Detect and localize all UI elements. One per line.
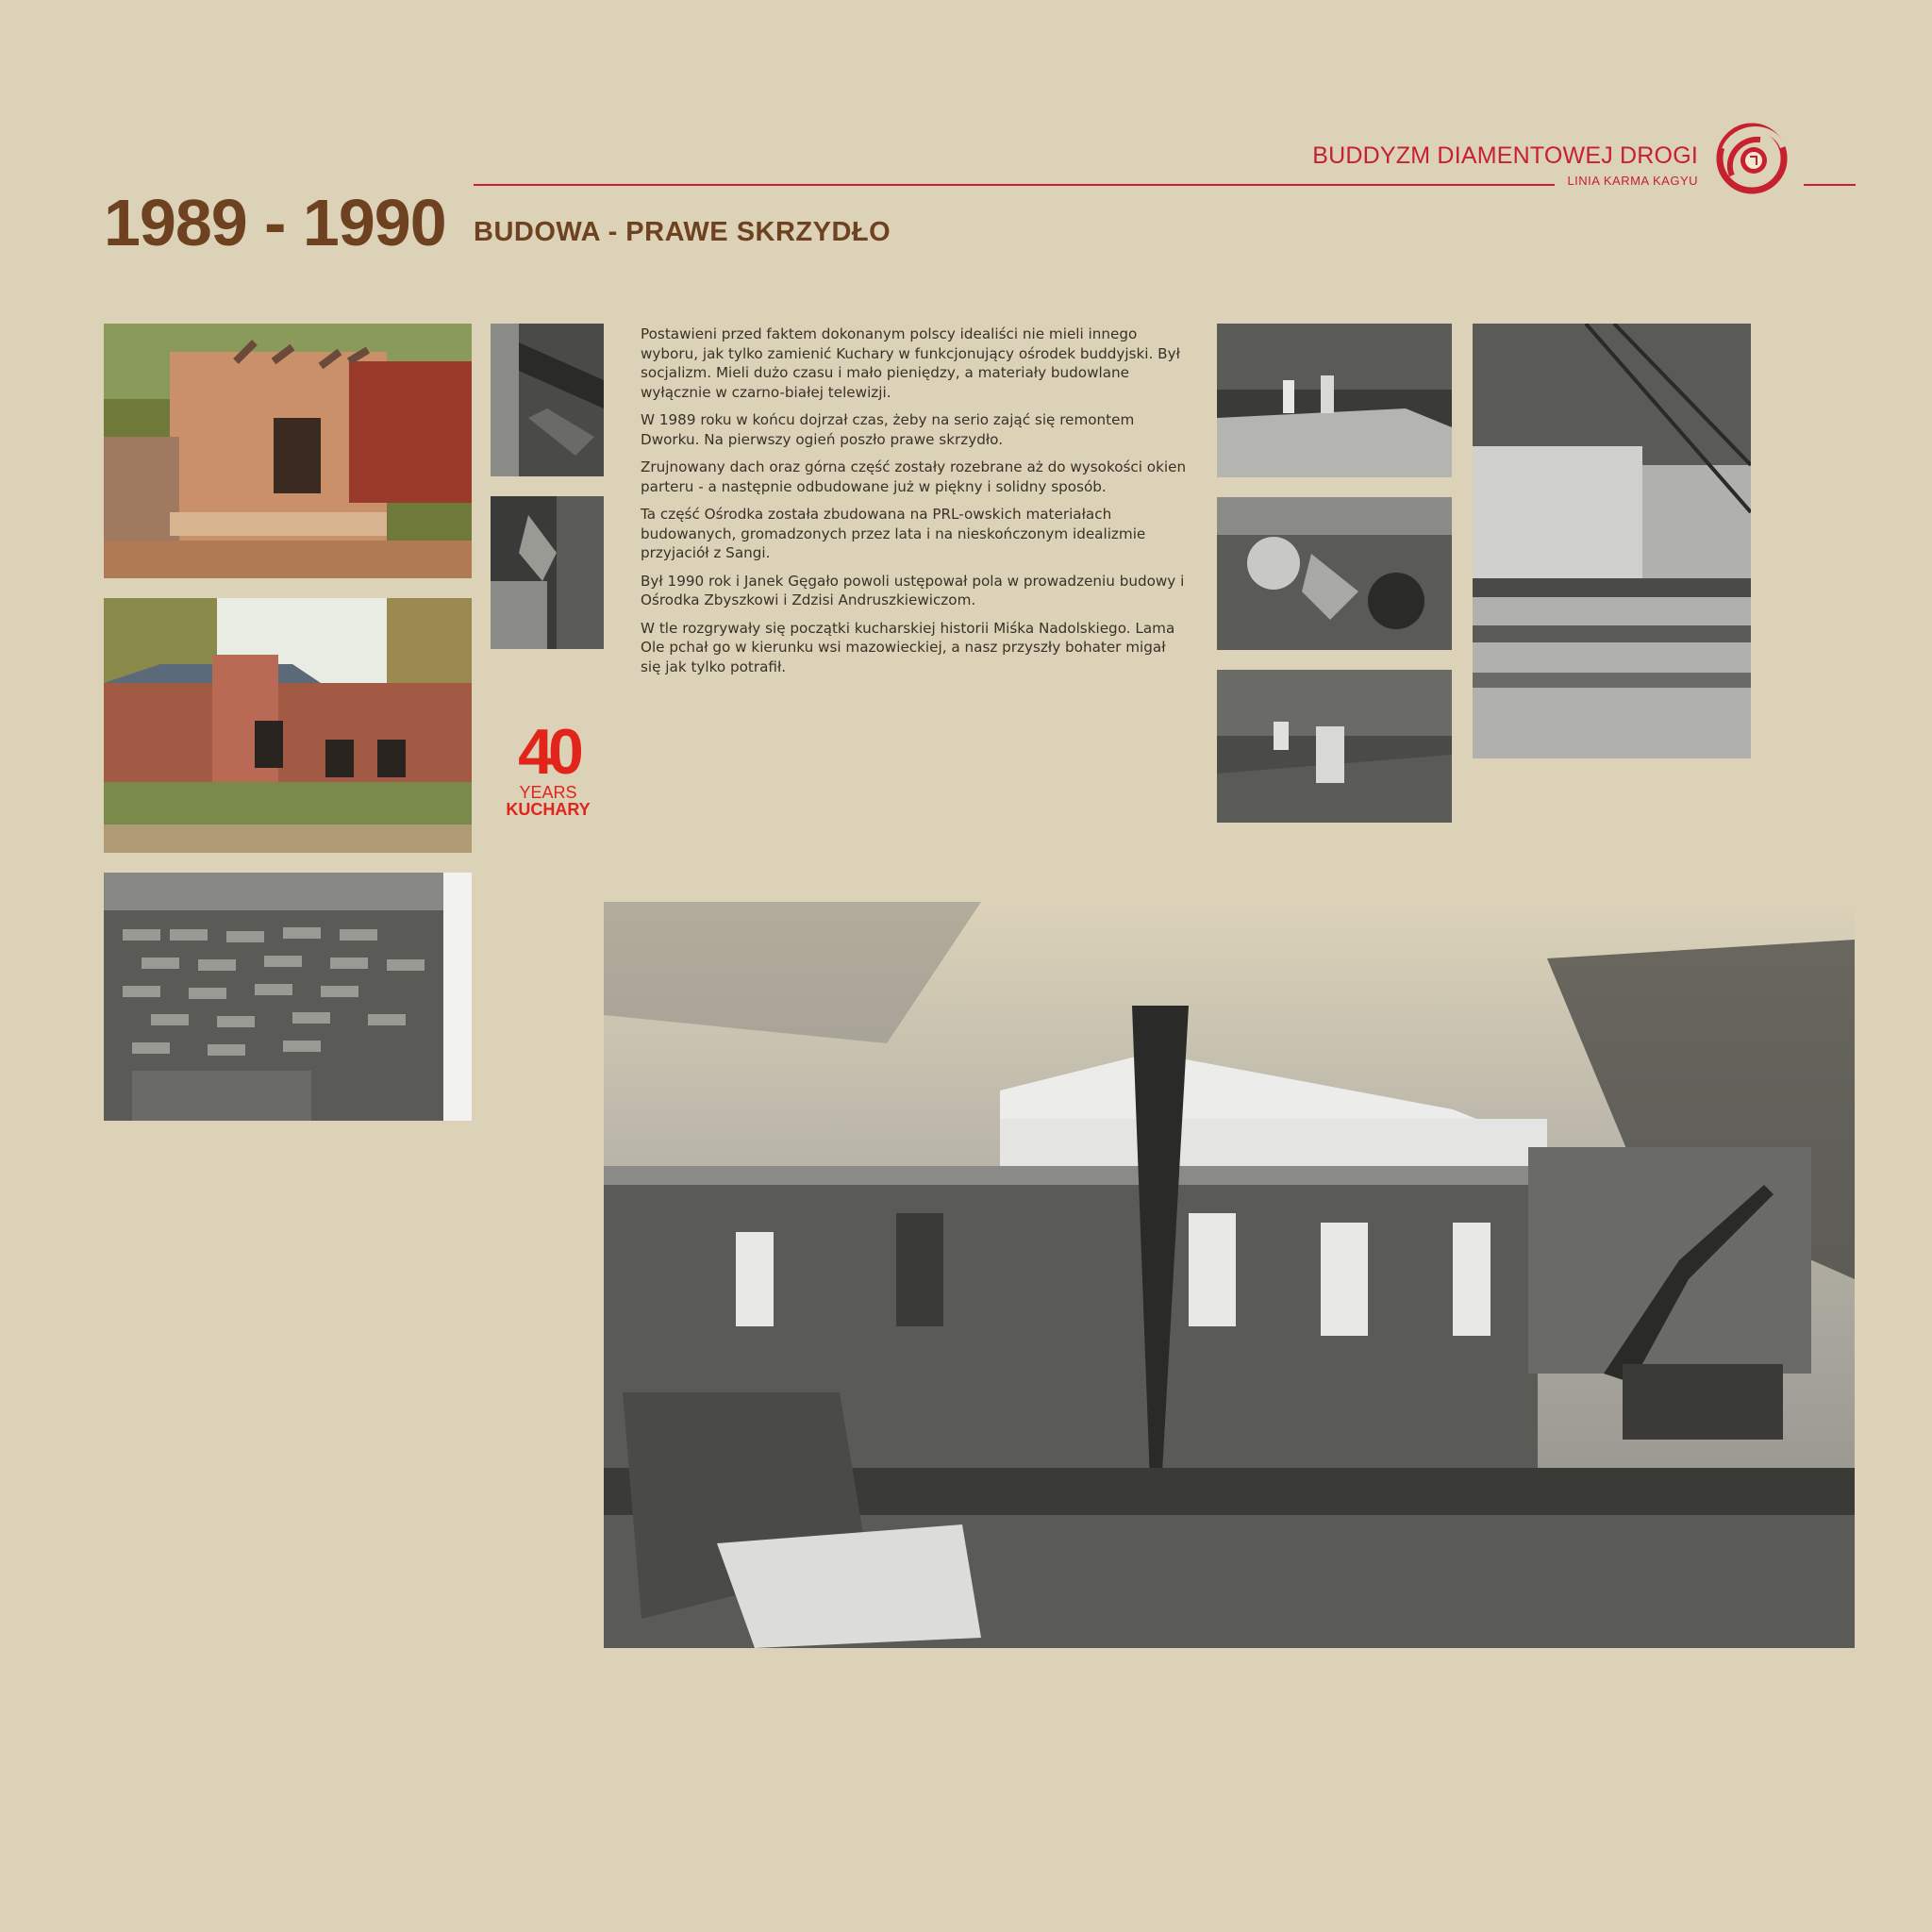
photo-right-wing-construction-bw <box>604 902 1855 1648</box>
badge-kuchary-label: KUCHARY <box>506 800 591 819</box>
header-rule <box>474 184 1555 186</box>
badge-years-label: YEARS <box>519 783 577 802</box>
paragraph: Postawieni przed faktem dokonanym polscy idealiści nie mieli innego wyboru, jak tylko zamienić Kuchary w funkcjonujący ośrodek buddyjski. Był socjalizm. Mieli dużo czasu i mało pieniędzy, a materiały budowlane wyłącznie w czarno-białej telewizji. <box>641 325 1180 401</box>
badge-digit-four: 4 <box>518 716 548 788</box>
photo-concrete-mixer-bw <box>1217 497 1452 650</box>
brand-title: BUDDYZM DIAMENTOWEJ DROGI <box>1312 142 1698 169</box>
paragraph: Zrujnowany dach oraz górna część zostały rozebrane aż do wysokości okien parteru - a następnie odbudowane już w piękny i solidny sposób. <box>641 458 1187 495</box>
paragraph: W 1989 roku w końcu dojrzał czas, żeby na serio zająć się remontem Dworku. Na pierwszy ogień poszło prawe skrzydło. <box>641 411 1135 448</box>
badge-digit-zero: 0 <box>548 716 578 788</box>
history-text <box>641 325 1188 685</box>
paragraph: Ta część Ośrodka została zbudowana na PRL-owskich materiałach budowanych, gromadzonych przez lata i na nieskończonym idealizmie przyjaciół z Sangi. <box>641 506 1146 561</box>
karma-kagyu-spiral-logo-icon <box>1715 121 1789 196</box>
40-years-kuchary-badge <box>506 716 591 824</box>
photo-brick-wall-bw <box>104 873 472 1121</box>
paragraph: Był 1990 rok i Janek Gęgało powoli ustępował pola w prowadzeniu budowy i Ośrodka Zbyszkowi i Zdzisi Andruszkiewiczom. <box>641 572 1185 608</box>
photo-steel-beams-crane-bw <box>1473 324 1751 758</box>
photo-roof-workers-bw <box>1217 670 1452 823</box>
photo-wall-detail-bw <box>491 496 604 649</box>
photo-ruined-manor-color <box>104 324 472 578</box>
paragraph: W tle rozgrywały się początki kucharskiej historii Miśka Nadolskiego. Lama Ole pchał go w kierunku wsi mazowieckiej, a nasz przyszły bohater migał się jak tylko potrafił. <box>641 619 1175 675</box>
page-title-years: 1989 - 1990 <box>104 186 446 259</box>
photo-manor-front-color <box>104 598 472 853</box>
brand-subtitle: LINIA KARMA KAGYU <box>1555 174 1698 188</box>
header-rule-end <box>1804 184 1856 186</box>
photo-workers-foundation-bw <box>1217 324 1452 477</box>
page-subtitle: BUDOWA - PRAWE SKRZYDŁO <box>474 217 891 247</box>
photo-interior-ruin-bw <box>491 324 604 476</box>
